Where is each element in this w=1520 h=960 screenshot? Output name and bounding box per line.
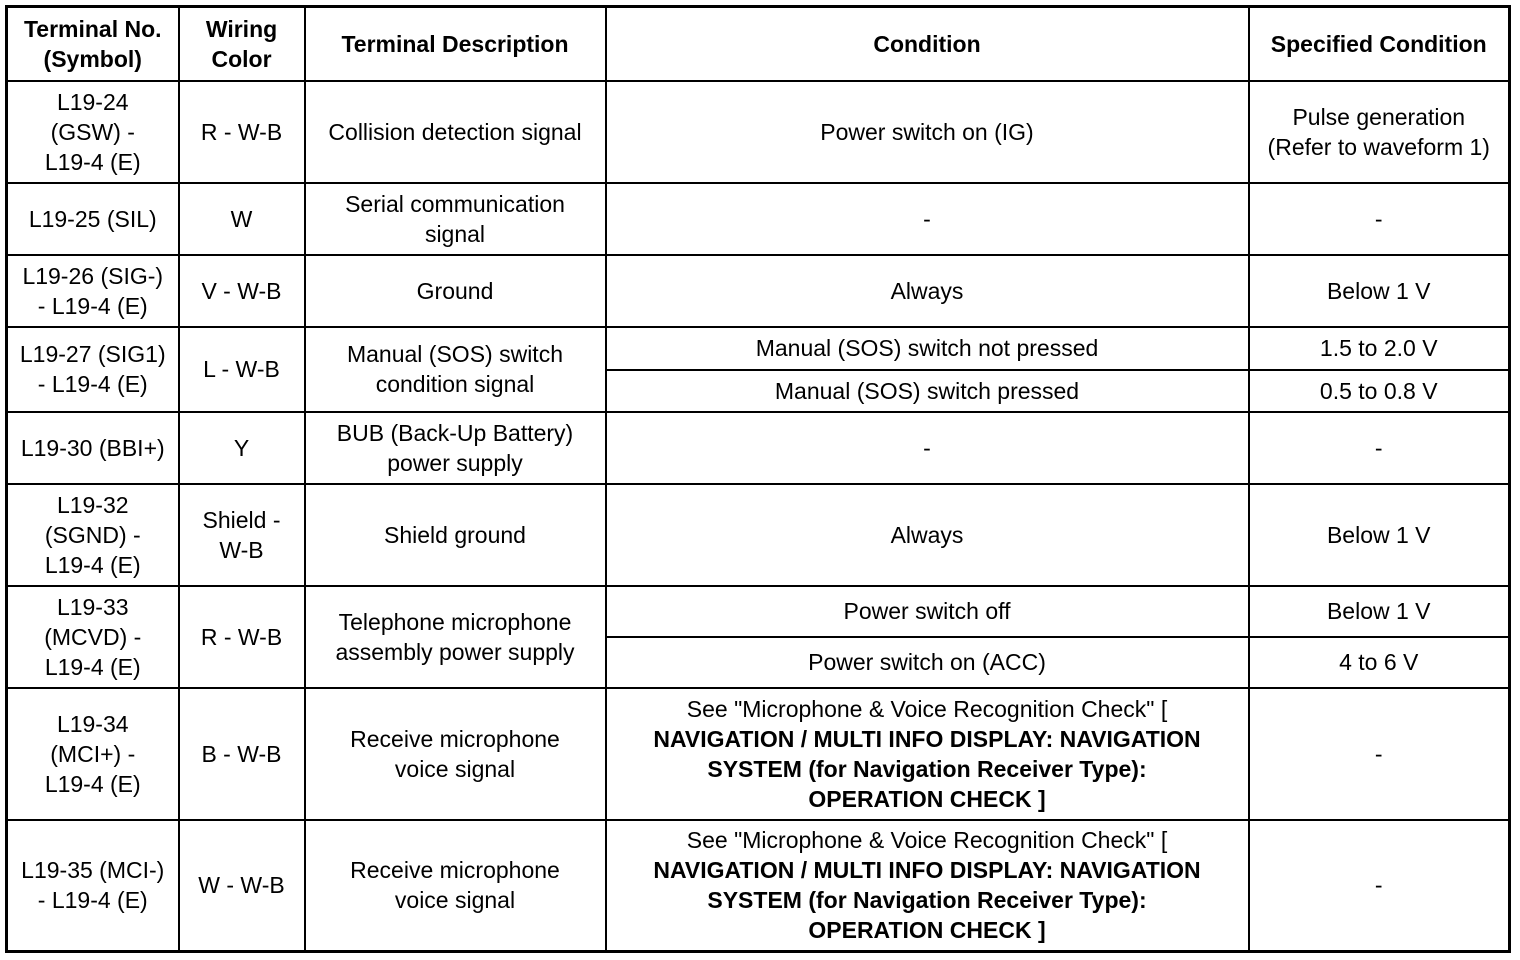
table-row	[7, 412, 1510, 484]
table-body	[7, 81, 1510, 952]
description-cell-line: Serial communication	[345, 190, 565, 217]
wiring-cell-line: L - W-B	[203, 356, 280, 382]
description-cell-line: assembly power supply	[335, 638, 575, 665]
description-cell	[305, 688, 606, 820]
condition-cell-line: Power switch off	[843, 598, 1011, 624]
condition-cell-line: Always	[890, 521, 964, 548]
condition-ref-text: See "Microphone & Voice Recognition Check" [	[686, 695, 1168, 722]
wiring-cell-line: R - W-B	[200, 118, 283, 145]
terminal-cell-line: (SGND) -	[44, 521, 141, 548]
wiring-cell-line: W-B	[219, 536, 264, 563]
specified-cell	[1249, 255, 1510, 327]
specified-cell-line: Below 1 V	[1326, 598, 1431, 624]
specified-cell	[1249, 81, 1510, 183]
wiring-cell	[179, 688, 305, 820]
description-cell	[305, 183, 606, 255]
specified-cell	[1249, 412, 1510, 484]
description-cell	[305, 327, 606, 412]
terminal-cell	[7, 484, 179, 586]
terminal-cell	[7, 327, 179, 412]
condition-cell	[606, 637, 1249, 688]
description-cell	[305, 412, 606, 484]
description-cell-line: Ground	[416, 277, 494, 304]
condition-cell	[606, 484, 1249, 586]
specified-cell	[1249, 370, 1510, 412]
condition-cell	[606, 820, 1249, 952]
specified-cell-line: Pulse generation	[1292, 103, 1466, 130]
terminal-cell-line: L19-35 (MCI-)	[21, 857, 165, 884]
description-cell-line: Collision detection signal	[328, 118, 582, 145]
reference-link[interactable]: NAVIGATION / MULTI INFO DISPLAY: NAVIGATION	[653, 857, 1201, 884]
condition-cell-line: Power switch on (IG)	[820, 118, 1034, 145]
terminal-cell	[7, 81, 179, 183]
specified-cell-line: -	[1374, 434, 1383, 461]
description-cell-line: Receive microphone	[350, 857, 560, 884]
terminal-cell-line: L19-26 (SIG-)	[22, 262, 164, 289]
description-cell-line: voice signal	[394, 755, 516, 782]
terminal-cell-line: L19-4 (E)	[44, 551, 141, 578]
terminal-cell-line: - L19-4 (E)	[37, 292, 148, 319]
terminal-cell-line: L19-4 (E)	[44, 770, 141, 797]
description-cell-line: Shield ground	[384, 521, 526, 548]
specified-cell-line: 4 to 6 V	[1339, 649, 1419, 675]
condition-cell-line: Manual (SOS) switch not pressed	[755, 335, 1099, 361]
specified-cell	[1249, 688, 1510, 820]
header-condition: Condition	[606, 7, 1249, 81]
terminal-cell	[7, 586, 179, 688]
condition-cell	[606, 412, 1249, 484]
description-cell-line: Telephone microphone	[338, 608, 572, 635]
condition-cell-line: -	[923, 205, 931, 232]
table-row	[7, 586, 1510, 637]
terminal-cell-line: L19-34	[56, 710, 129, 737]
terminal-cell-line: L19-32	[56, 491, 129, 518]
terminal-cell	[7, 255, 179, 327]
wiring-cell	[179, 255, 305, 327]
reference-link[interactable]: OPERATION CHECK ]	[808, 785, 1046, 812]
description-cell-line: voice signal	[394, 887, 516, 914]
description-cell-line: Receive microphone	[350, 725, 560, 752]
description-cell	[305, 820, 606, 952]
wiring-cell	[179, 412, 305, 484]
reference-link[interactable]: SYSTEM (for Navigation Receiver Type):	[707, 755, 1147, 782]
specified-cell	[1249, 820, 1510, 952]
condition-ref-text: See "Microphone & Voice Recognition Check" [	[686, 827, 1168, 854]
table-row	[7, 327, 1510, 370]
wiring-cell-line: Shield -	[202, 506, 281, 533]
specified-cell-line: -	[1374, 740, 1383, 767]
wiring-cell	[179, 81, 305, 183]
header-row	[7, 7, 1510, 81]
description-cell-line: Manual (SOS) switch	[346, 341, 563, 367]
wiring-cell	[179, 484, 305, 586]
description-cell-line: signal	[424, 220, 486, 247]
header-description: Terminal Description	[305, 7, 606, 81]
specified-cell-line: Below 1 V	[1326, 277, 1431, 304]
description-cell-line: BUB (Back-Up Battery)	[336, 419, 574, 446]
terminal-cell-line: L19-33	[56, 593, 129, 620]
condition-cell-line: Power switch on (ACC)	[808, 649, 1046, 675]
terminal-cell	[7, 820, 179, 952]
specified-cell	[1249, 484, 1510, 586]
condition-cell-line: Always	[890, 277, 964, 304]
terminal-cell-line: L19-4 (E)	[44, 148, 141, 175]
specified-cell	[1249, 327, 1510, 370]
terminal-cell-line: L19-4 (E)	[44, 653, 141, 680]
condition-cell	[606, 586, 1249, 637]
description-cell	[305, 81, 606, 183]
terminal-cell	[7, 183, 179, 255]
description-cell-line: power supply	[387, 449, 523, 476]
wiring-cell-line: V - W-B	[201, 277, 282, 304]
terminal-cell-line: (MCVD) -	[44, 623, 142, 650]
specified-cell-line: 0.5 to 0.8 V	[1319, 377, 1438, 404]
condition-cell	[606, 81, 1249, 183]
description-cell	[305, 484, 606, 586]
specified-cell-line: 1.5 to 2.0 V	[1319, 335, 1438, 361]
specified-cell-line: -	[1374, 872, 1383, 899]
wiring-cell-line: W - W-B	[198, 872, 285, 899]
specified-cell	[1249, 637, 1510, 688]
terminal-cell-line: - L19-4 (E)	[37, 887, 148, 914]
terminal-cell-line: L19-25 (SIL)	[28, 205, 157, 232]
header-specified: Specified Condition	[1249, 7, 1510, 81]
description-cell-line: condition signal	[375, 371, 535, 397]
terminal-cell-line: (MCI+) -	[50, 740, 136, 767]
wiring-cell-line: R - W-B	[200, 623, 283, 650]
header-terminal: Terminal No. (Symbol)	[7, 7, 179, 81]
table-row	[7, 688, 1510, 820]
terminal-spec-table	[5, 5, 1511, 953]
description-cell	[305, 255, 606, 327]
description-cell	[305, 586, 606, 688]
condition-cell	[606, 370, 1249, 412]
specified-cell-line: Below 1 V	[1326, 521, 1431, 548]
terminal-cell	[7, 688, 179, 820]
specified-cell	[1249, 586, 1510, 637]
table-row	[7, 255, 1510, 327]
table-row	[7, 81, 1510, 183]
specified-cell-line: -	[1374, 205, 1383, 232]
terminal-cell	[7, 412, 179, 484]
wiring-cell	[179, 327, 305, 412]
wiring-cell-line: W	[230, 205, 253, 232]
table-row	[7, 484, 1510, 586]
wiring-cell	[179, 586, 305, 688]
condition-cell	[606, 688, 1249, 820]
wiring-cell-line: Y	[233, 434, 250, 461]
terminal-cell-line: L19-27 (SIG1)	[19, 341, 166, 367]
specified-cell	[1249, 183, 1510, 255]
condition-cell-line: -	[923, 434, 931, 461]
wiring-cell-line: B - W-B	[201, 740, 282, 767]
condition-cell	[606, 327, 1249, 370]
specified-cell-line: (Refer to waveform 1)	[1267, 133, 1490, 160]
condition-cell	[606, 255, 1249, 327]
wiring-cell	[179, 183, 305, 255]
condition-cell	[606, 183, 1249, 255]
table-row	[7, 183, 1510, 255]
wiring-cell	[179, 820, 305, 952]
reference-link[interactable]: NAVIGATION / MULTI INFO DISPLAY: NAVIGATION	[653, 725, 1201, 752]
terminal-cell-line: (GSW) -	[50, 118, 135, 145]
terminal-cell-line: L19-24	[56, 88, 129, 115]
table-row	[7, 820, 1510, 952]
terminal-cell-line: - L19-4 (E)	[37, 371, 148, 397]
condition-cell-line: Manual (SOS) switch pressed	[774, 377, 1080, 404]
reference-link[interactable]: OPERATION CHECK ]	[808, 917, 1046, 944]
reference-link[interactable]: SYSTEM (for Navigation Receiver Type):	[707, 887, 1147, 914]
header-wiring: Wiring Color	[179, 7, 305, 81]
terminal-cell-line: L19-30 (BBI+)	[20, 434, 165, 461]
